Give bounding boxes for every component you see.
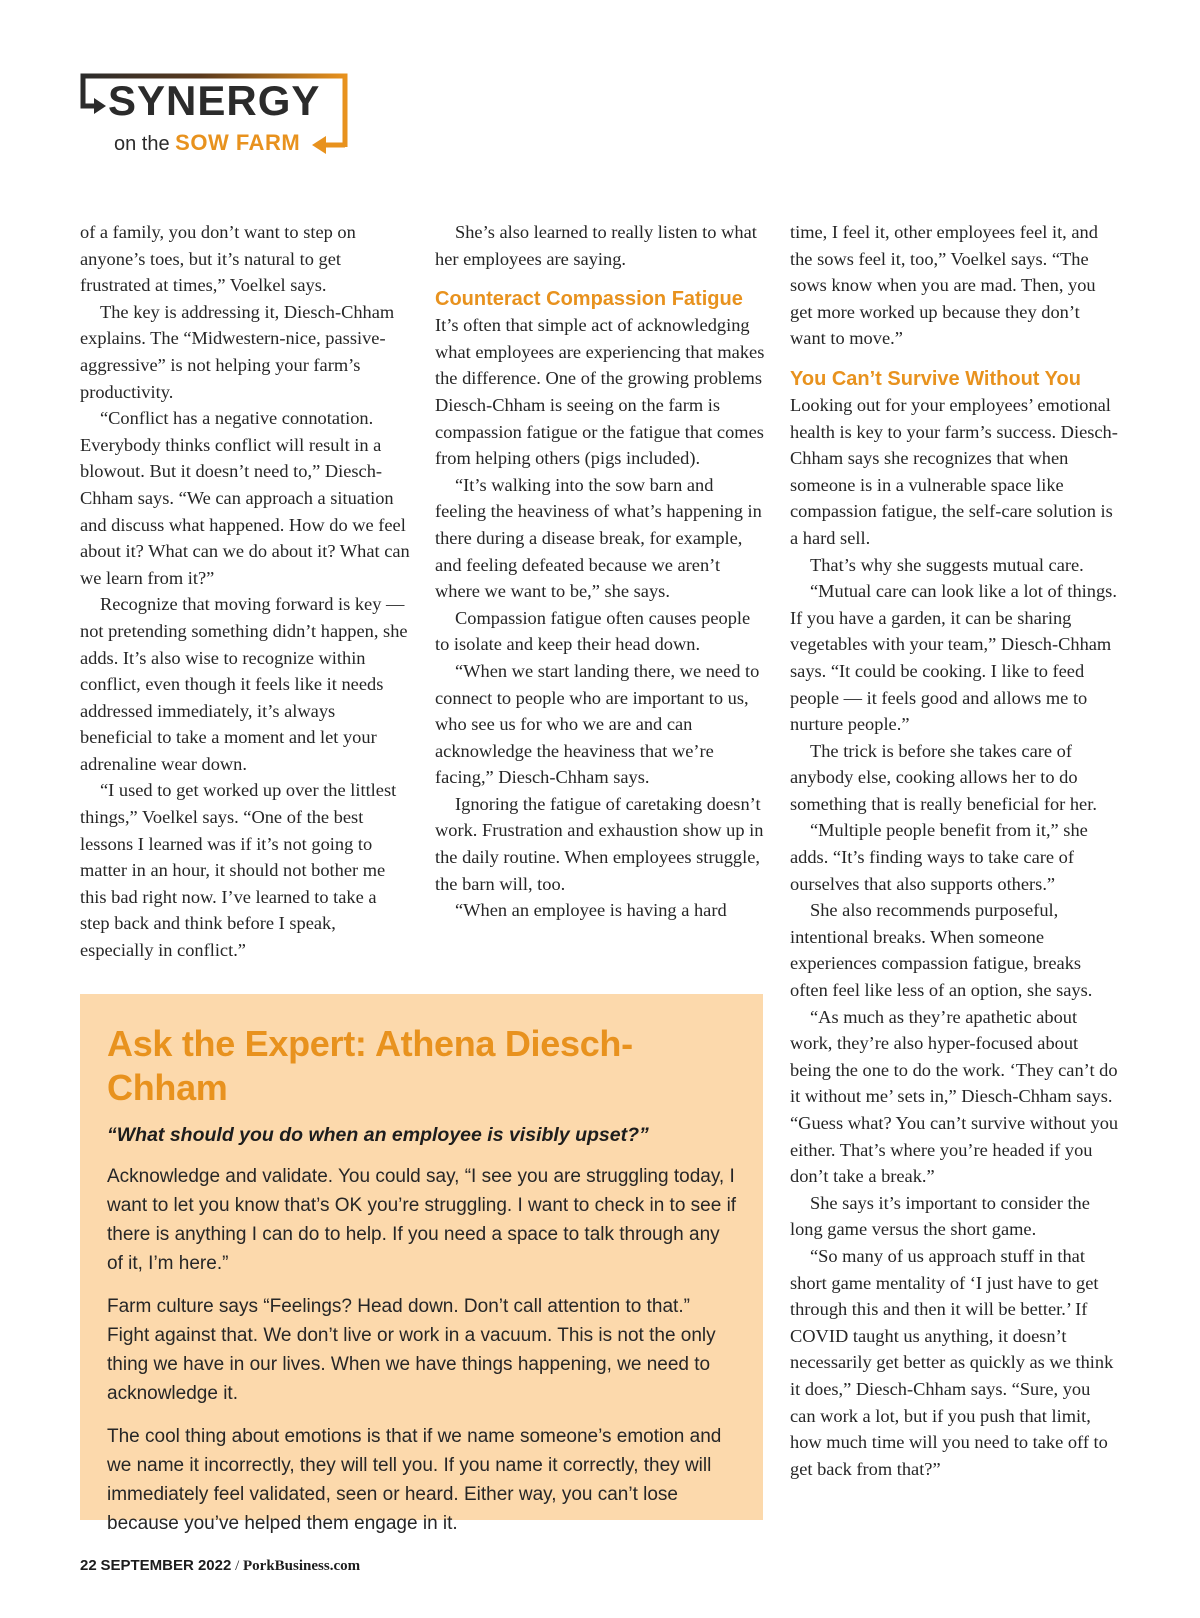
paragraph: Ignoring the fatigue of caretaking doesn’t work. Frustration and exhaustion show up in the daily routine. When employees struggle, the barn will, too. <box>435 793 764 894</box>
expert-box-paragraph: The cool thing about emotions is that if we name someone’s emotion and we name it incorrectly, they will tell you. If you name it correctly, they will immediately feel validated, seen or heard. Either way, you can’t lose because you’ve helped them engage in it. <box>107 1426 722 1534</box>
synergy-logo <box>80 72 360 168</box>
paragraph: “Conflict has a negative connotation. Everybody thinks conflict will result in a blowout. But it doesn’t need to,” Diesch-Chham says. “We can approach a situation and discuss what happened. How do we feel about it? What can we do about it? What can we learn from it?” <box>80 408 410 588</box>
paragraph: of a family, you don’t want to step on anyone’s toes, but it’s natural to get frustrated at times,” Voelkel says. <box>80 222 356 296</box>
page-number: 22 <box>80 1557 97 1574</box>
article-column-1 <box>80 219 410 964</box>
issue-date: SEPTEMBER 2022 <box>100 1557 232 1574</box>
paragraph: “Multiple people benefit from it,” she adds. “It’s finding ways to take care of ourselves that also supports others.” <box>790 820 1088 894</box>
expert-box-question: “What should you do when an employee is visibly upset?” <box>107 1124 649 1146</box>
paragraph: “When we start landing there, we need to connect to people who are important to us, who see us for who we are and can acknowledge the heaviness that we’re facing,” Diesch-Chham says. <box>435 660 760 788</box>
paragraph: That’s why she suggests mutual care. <box>810 554 1084 575</box>
paragraph: It’s often that simple act of acknowledging what employees are experiencing that makes the difference. One of the growing problems Diesch-Chham is seeing on the farm is compassion fatigue or the fatigue that comes from helping others (pigs included). <box>435 315 765 469</box>
paragraph: The trick is before she takes care of anybody else, cooking allows her to do something that is really beneficial for her. <box>790 740 1097 814</box>
paragraph: time, I feel it, other employees feel it, and the sows feel it, too,” Voelkel says. “The sows know when you are mad. Then, you get more worked up because they don’t want to move.” <box>790 222 1098 349</box>
paragraph: “So many of us approach stuff in that short game mentality of ‘I just have to get through this and then it will be better.’ If COVID taught us anything, it doesn’t necessarily get better as quickly as we think it does,” Diesch-Chham says. “Sure, you can work a lot, but if you push that limit, how much time will you need to take off to get back from that?” <box>790 1245 1114 1479</box>
paragraph: She also recommends purposeful, intentional breaks. When someone experiences compassion fatigue, breaks often feel like less of an option, she says. <box>790 900 1093 1001</box>
subhead-compassion-fatigue: Counteract Compassion Fatigue <box>435 288 743 311</box>
paragraph: Recognize that moving forward is key — not pretending something didn’t happen, she adds. It’s also wise to recognize within conflict, even though it feels like it needs addressed immediately, it’s always beneficial to take a moment and let your adrenaline wear down. <box>80 594 408 774</box>
logo-sub-accent: SOW FARM <box>175 130 301 155</box>
footer-separator: / <box>235 1558 240 1574</box>
paragraph: “It’s walking into the sow barn and feeling the heaviness of what’s happening in there during a disease break, for example, and feeling defeated because we aren’t where we want to be,” she says. <box>435 474 762 602</box>
logo-title: SYNERGY <box>108 77 321 124</box>
paragraph: She says it’s important to consider the long game versus the short game. <box>790 1192 1090 1240</box>
article-column-2 <box>435 219 765 924</box>
paragraph: She’s also learned to really listen to what her employees are saying. <box>435 222 757 269</box>
subhead-survive-without-you: You Can’t Survive Without You <box>790 367 1081 390</box>
expert-box-paragraph: Acknowledge and validate. You could say, “I see you are struggling today, I want to let you know that’s OK you’re struggling. I want to check in to see if there is anything I can do to help. If you need a space to talk through any of it, I’m here.” <box>107 1166 737 1274</box>
paragraph: “I used to get worked up over the littlest things,” Voelkel says. “One of the best lessons I learned was if it’s not going to matter in an hour, it should not bother me this bad right now. I’ve learned to take a step back and think before I speak, especially in conflict.” <box>80 780 397 961</box>
paragraph: Compassion fatigue often causes people to isolate and keep their head down. <box>435 607 751 655</box>
ask-the-expert-box <box>80 994 763 1534</box>
logo-sub-prefix: on the <box>114 133 170 155</box>
paragraph: Looking out for your employees’ emotional health is key to your farm’s success. Diesch-Chham says she recognizes that when someone is in a vulnerable space like compassion fatigue, the self-care solution is a hard sell. <box>790 394 1118 548</box>
article-column-3 <box>790 219 1120 1482</box>
logo-subtitle <box>114 132 300 154</box>
paragraph: The key is addressing it, Diesch-Chham explains. The “Midwestern-nice, passive-aggressive” is not helping your farm’s productivity. <box>80 301 395 402</box>
expert-box-title: Ask the Expert: Athena Diesch-Chham <box>107 1023 633 1108</box>
expert-box-paragraph: Farm culture says “Feelings? Head down. Don’t call attention to that.” Fight against that. We don’t live or work in a vacuum. This is not the only thing we have in our lives. When we have things happening, we need to acknowledge it. <box>107 1296 716 1404</box>
footer-website: PorkBusiness.com <box>243 1558 361 1574</box>
paragraph: “When an employee is having a hard <box>455 900 727 921</box>
page-footer <box>80 1556 360 1576</box>
paragraph: “As much as they’re apathetic about work, they’re also hyper-focused about being the one to do the work. ‘They can’t do it without me’ sets in,” Diesch-Chham says. “Guess what? You can’t survive without you either. That’s where you’re headed if you don’t take a break.” <box>790 1006 1119 1187</box>
paragraph: “Mutual care can look like a lot of things. If you have a garden, it can be sharing vegetables with your team,” Diesch-Chham says. “It could be cooking. I like to feed people — it feels good and allows me to nurture people.” <box>790 581 1117 735</box>
